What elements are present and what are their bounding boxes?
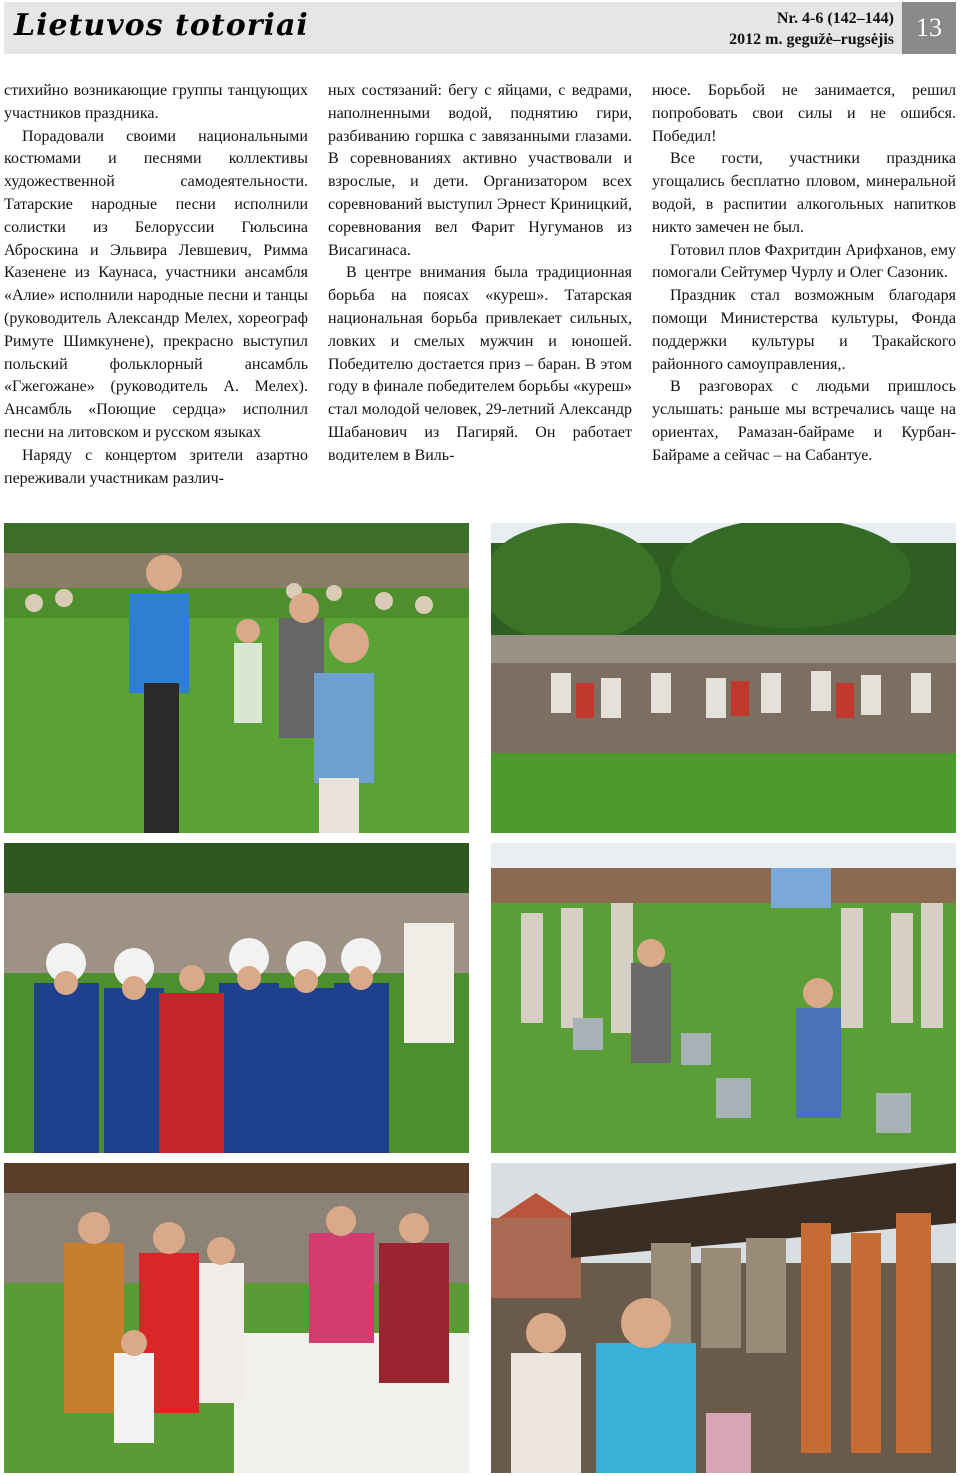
photo-image	[4, 523, 469, 833]
photo-food-table	[4, 1163, 469, 1473]
issue-date: 2012 m. gegužė–rugsėjis	[729, 31, 894, 48]
page-number: 13	[902, 2, 956, 54]
issue-number: Nr. 4-6 (142–144)	[776, 10, 894, 27]
paragraph: стихийно возникающие группы танцующих участников праздника.	[4, 82, 308, 122]
photo-image	[491, 523, 956, 833]
paragraph: нюсе. Борьбой не занимается, решил попробовать свои силы и не ошибся. Победил!	[652, 82, 956, 145]
photo-image	[491, 1163, 956, 1473]
paragraph: Наряду с концертом зрители азартно переживали участникам различ-	[4, 446, 308, 487]
photo-egg-race-kids	[4, 523, 469, 833]
paragraph: Готовил плов Фахритдин Арифханов, ему помогали Сейтумер Чурлу и Олег Сазоник.	[652, 241, 956, 282]
newspaper-logo: Lietuvos totoriai	[14, 8, 309, 43]
paragraph: В разговорах с людьми пришлось услышать: раньше мы встречались чаще на ориентах, Рамазан-байраме и Курбан-Байраме а сейчас – на Сабантуе.	[652, 378, 956, 464]
page-header	[4, 2, 956, 54]
photo-image	[4, 843, 469, 1153]
paragraph: ных состязаний: бегу с яйцами, с ведрами, наполненными водой, поднятию гири, разбиванию горшка с завязанными глазами. В соревнованиях активно участвовали и взрослые, и дети. Организатором всех соревнований выступил Эрнест Криницкий, соревнования вел Фарит Нугуманов из Висагинаса.	[328, 82, 632, 259]
paragraph: Все гости, участники праздника угощались бесплатно пловом, минеральной водой, в распитии алкогольных напитков никто замечен не был.	[652, 150, 956, 236]
article-column-3	[652, 80, 956, 468]
photo-fur-stall	[491, 1163, 956, 1473]
photo-image	[4, 1163, 469, 1473]
paragraph: В центре внимания была традиционная борьба на поясах «куреш». Татарская национальная борьба привлекает сильных, ловких и смелых мужчин и юношей. Победителю достается приз – баран. В этом году в финале победителем борьбы «куреш» стал молодой человек, 29-летний Александр Шабанович из Пагиряй. Он работает водителем в Виль-	[328, 264, 632, 464]
photo-costumed-ensemble	[4, 843, 469, 1153]
paragraph: Порадовали своими национальными костюмами и песнями коллективы художественной самодеятельности. Татарские народные песни исполнили солистки из Белоруссии Гюльсина Аброскина и Эльвира Левшевич, Римма Казенене из Каунаса, участники ансамбля «Алие» исполнили народные песни и танцы (руководитель Александр Мелех, хореограф Римуте Шимкунене), прекрасно выступил польский фольклорный ансамбль «Гжегожане» (руководитель А. Мелех). Ансамбль «Поющие сердца» исполнил песни на литовском и русском языках	[4, 127, 308, 441]
photo-bucket-race	[491, 843, 956, 1153]
photo-audience	[491, 523, 956, 833]
article-column-2	[328, 80, 632, 468]
article-column-1	[4, 80, 308, 490]
photo-image	[491, 843, 956, 1153]
paragraph: Праздник стал возможным благодаря помощи Министерства культуры, Фонда поддержки культуры и Тракайского районного самоуправления,.	[652, 287, 956, 373]
issue-info	[729, 8, 894, 50]
